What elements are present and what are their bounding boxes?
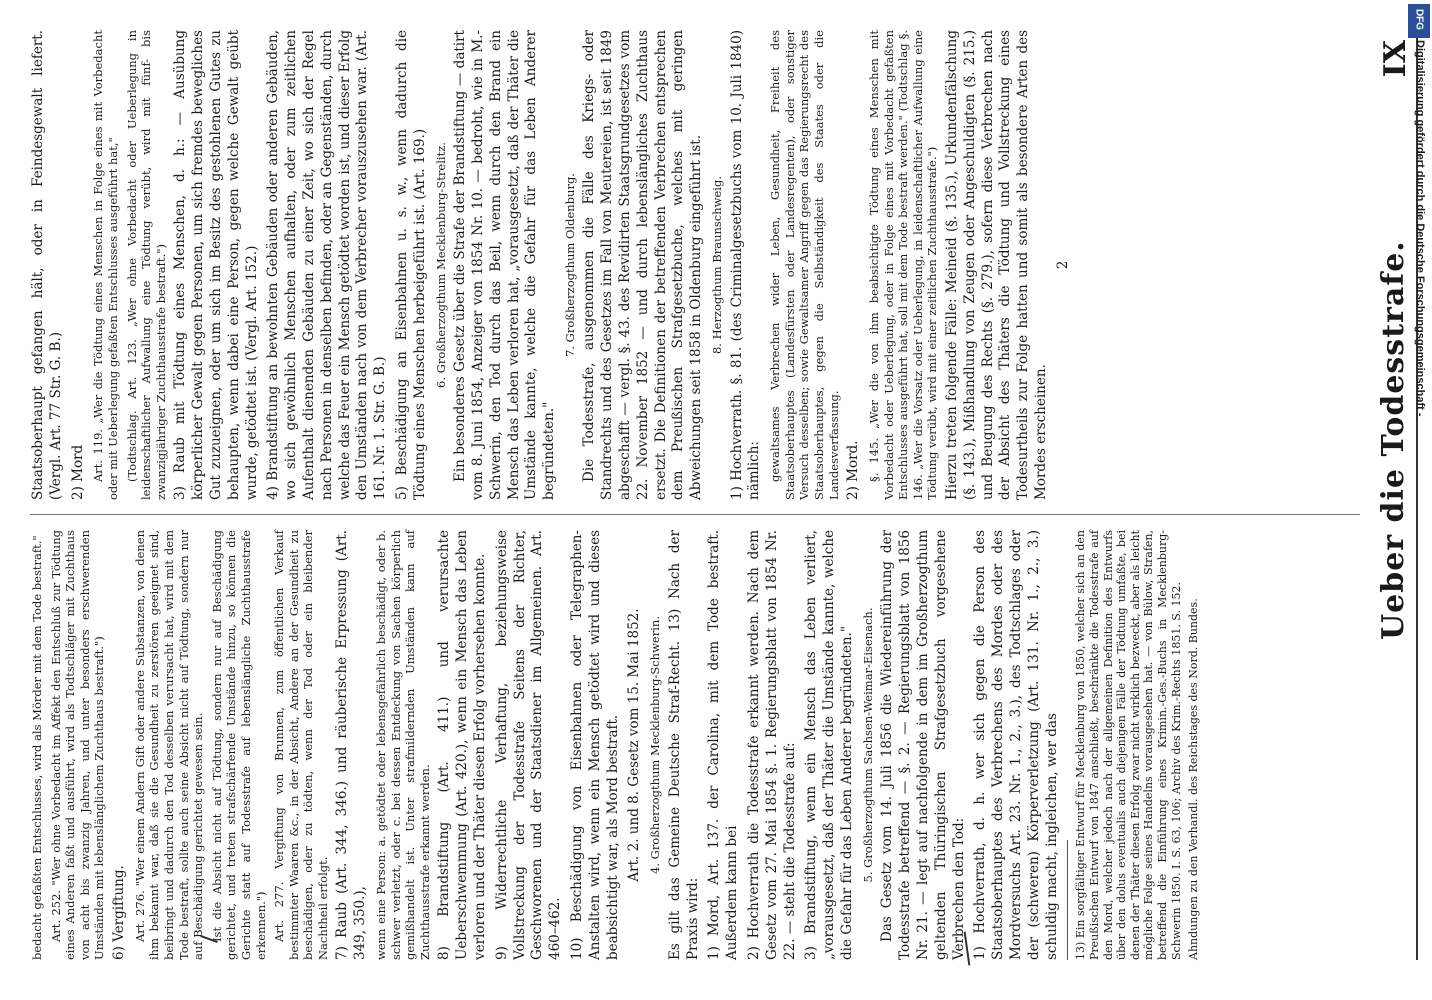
- signature-mark: 2: [1054, 260, 1071, 270]
- text-block: 5) Beschädigung an Eisenbahnen u. s. w., wenn dadurch die Tödtung eines Menschen herbeigeführt ist. (Art. 169.): [393, 30, 428, 500]
- column-divider: [30, 514, 1360, 515]
- page-title: Ueber die Todesstrafe.: [1376, 240, 1411, 640]
- text-block: Ist die Absicht nicht auf Tödtung, sondern nur auf Beschädigung gerichtet, und treten strafschärfende Umstände hinzu, so können die Gerichte statt auf Todesstrafe auf lebenslängliche Zuchthausstrafe erkennen."): [209, 530, 268, 960]
- text-block: Art. 277. Vergiftung von Brunnen, zum öffentlichen Verkauf bestimmter Waaren &c., in der Absicht, Andere an der Gesundheit zu beschädigen, oder zu tödten, wenn der Tod oder ein bleibender Nachtheil erfolgt.: [272, 530, 330, 960]
- subsection-heading: 7. Großherzogthum Oldenburg.: [562, 173, 577, 357]
- text-block: Art. 252. "Wer ohne Vorbedacht im Affekt den Entschluß zur Tödtung eines Anderen faßt und ausführt, wird als Todtschläger mit Zuchthaus von acht bis zwanzig Jahren, und unter besonders erschwerenden Umständen mit lebenslänglichem Zuchthaus bestraft."): [48, 530, 107, 960]
- text-block: 8) Brandstiftung (Art. 411.) und verursachte Ueberschwemmung (Art. 420.), wenn ein Mensch das Leben verloren und der Thäter diesen Erfolg vorhersehen konnte.: [436, 530, 489, 960]
- text-block: Ein besonderes Gesetz über die Strafe der Brandstiftung — datirt vom 8. Juni 1854, Anzeiger von 1854 Nr. 10. — bedroht, wie in M.-Schwerin, den Tod durch das Beil, wenn durch den Brand ein Mensch das Leben verloren hat, „vorausgesetzt, daß der Thäter die Umstände kannte, welche die Gefahr für das Leben Anderer begründeten.": [452, 30, 558, 500]
- text-block: Staatsoberhaupt gefangen hält, oder in Feindesgewalt liefert. (Vergl. Art. 77 Str. G. B.): [30, 30, 64, 500]
- footer-note: Ahndungen zu den Verhandl. des Reichstages des Nord. Bundes.: [1187, 598, 1201, 960]
- text-block: §. 145. „Wer die von ihm beabsichtigte Tödtung eines Menschen mit Vorbedacht oder Ueberlegung, oder in Folge eines mit Vorbedacht gefaßten Entschlusses ausgeführt hat, soll mit dem Tode bestraft werden." (Todtschlag §. 146. „Wer die Vorsatz oder Ueberlegung, in leidenschaftlicher Aufwallung eine Tödtung verübt, wird mit einer zeitlichen Zuchthausstrafe."): [867, 30, 940, 500]
- subsection-heading: 8. Herzogthum Braunschweig.: [710, 176, 725, 355]
- text-block: Art. 276. "Wer einem Andern Gift oder andere Substanzen, von denen ihm bekannt war, daß sie die Gesundheit zu zerstören geeignet sind, beibringt und dadurch den Tod desselben verursacht hat, wird mit dem Tode bestraft, sollte auch seine Absicht nicht auf Tödtung, sondern nur auf Beschädigung gerichtet gewesen sein.: [132, 530, 206, 960]
- footnote-rule: [1067, 840, 1068, 960]
- text-block: Art. 119. „Wer die Tödtung eines Menschen in Folge eines mit Vorbedacht oder mit Ueberlegung gefaßten Entschlusses ausgeführt hat,": [91, 30, 120, 500]
- text-block: bedacht gefaßten Entschlusses, wird als Mörder mit dem Tode bestraft.": [30, 535, 44, 960]
- text-block: Es gilt das Gemeine Deutsche Straf-Recht. 13) Nach der Praxis wird:: [666, 530, 701, 960]
- text-block: gewaltsames Verbrechen wider Leben, Gesundheit, Freiheit des Staatsoberhauptes (Landesfürsten oder Landesregenten), oder sonstiger Versuch desselben; sowie Gewaltsamer Angriff gegen das Regierungsrecht des Staatsoberhauptes, gegen die Selbständigkeit des Staates oder die Landesverfassung.: [768, 30, 841, 500]
- page-number: IX: [1378, 40, 1413, 78]
- text-block: 3) Brandstiftung, wenn ein Mensch das Leben verliert, „vorausgesetzt, daß der Thäter die Umstände kannte, welche die Gefahr für das Leben Anderer begründeten.": [803, 530, 855, 960]
- right-column: [30, 30, 1360, 500]
- section-heading: 2) Mord.: [845, 440, 862, 500]
- text-block: 1) Hochverrath, d. h. wer sich gegen die Person des Staatsoberhauptes des Verbrechens des Mordes oder des Mordversuchs Art. 23. Nr. 1., 2., 3.), des Todtschlages oder der (schweren) Körperverletzung (Art. 131. Nr. 1., 2., 3.) schuldig macht, ingleichen, wer das: [972, 530, 1060, 960]
- footnote: 13) Ein sorgfältiger Entwurf für Mecklenburg von 1850, welcher sich an den Preußischen Entwurf von 1847 anschließt, beschränkte die Todesstrafe auf den Mord, welcher jedoch nach der allgemeinen Definition des Entwurfs über den dolus eventualis auch diejenigen Fälle der Tödtung umfaßte, bei denen der Thäter diesen Erfolg zwar nicht wirklich bezweckt, aber als leicht mögliche Folge seines Handelns vorausgesehen hat. — von Bülow, Strafen, betreffend die Einführung eines Krimin.-Ges.-Buchs in Mecklenburg-Schwerin 1850. I. S. 63, 106; Archiv des Krim.-Rechts 1851. S. 152.: [1074, 530, 1183, 960]
- text-block: 2) Hochverrath die Todesstrafe erkannt werden. Nach dem Gesetz vom 27. Mai 1854 §. 1. Regierungsblatt von 1854 Nr. 22. — steht die Todesstrafe auf:: [746, 530, 798, 960]
- left-column: [30, 530, 1360, 960]
- text-block: 4) Brandstiftung an bewohnten Gebäuden oder anderen Gebäuden, wo sich gewöhnlich Menschen aufhalten, oder zum zeitlichen Aufenthalt dienenden Gebäuden zu einer Zeit, wo sich der Regel nach Personen in denselben befinden, oder an Gegenständen, durch welche das Feuer ein Mensch getödtet worden ist, und dieser Erfolg den Umständen nach von dem Verbrecher vorauszusehen war. (Art. 161. Nr. 1. Str. G. B.): [265, 30, 389, 500]
- text-block: Die Todesstrafe, ausgenommen die Fälle des Kriegs- oder Standrechts und des Gesetzes im Fall von Meutereien, ist seit 1849 abgeschafft — vergl. §. 43. des Revidirten Staatsgrundgesetzes vom 22. November 1852 — und durch lebenslängliches Zuchthaus ersetzt. Die Definitionen der betreffenden Verbrechen entsprechen dem Preußischen Strafgesetzbuche, welches mit geringen Abweichungen seit 1858 in Oldenburg eingeführt ist.: [581, 30, 705, 500]
- text-block: 1) Hochverrath. §. 81. (des Criminalgesetzbuchs vom 10. Juli 1840) nämlich:: [728, 30, 763, 500]
- subsection-heading: 6. Großherzogthum Mecklenburg-Strelitz.: [433, 142, 448, 388]
- text-block: Hierzu treten folgende Fälle: Meineid (§. 135.), Urkundenfälschung (§. 143.), Mißhandlung von Zeugen oder Angeschuldigten (§. 215.) und Beugung des Rechts (§. 279.), sofern diese Verbrechen nach der Absicht des Thäters die Tödtung und Vollstreckung eines Todesurtheils zur Folge hatten und somit als besondere Arten des Mordes erscheinen.: [943, 30, 1049, 500]
- text-block: 9) Widerrechtliche Verhaftung, beziehungsweise Vollstreckung der Todesstrafe Seitens der Richter, Geschworenen und der Staatsdiener im Allgemeinen. Art. 460–462.: [493, 530, 564, 960]
- text-block: Das Gesetz vom 14. Juli 1856 die Wiedereinführung der Todesstrafe betreffend — §. 2. — Regierungsblatt von 1856 Nr. 21. — legt auf nachfolgende in dem im Großherzogthum geltenden Thüringischen Strafgesetzbuch vorgesehene Verbrechen den Tod:: [879, 530, 967, 960]
- text-block: Art. 2. und 8. Gesetz vom 15. Mai 1852.: [626, 608, 643, 882]
- subsection-heading: 5. Großherzogthum Sachsen-Weimar-Eisenach.: [860, 607, 875, 883]
- text-block: 10) Beschädigung von Eisenbahnen oder Telegraphen-Anstalten wird, wenn ein Mensch getödtet wird und dieses beabsichtigt war, als Mord bestraft.: [569, 530, 621, 960]
- section-heading: 6) Vergiftung.: [110, 865, 127, 960]
- dfg-logo: [1408, 4, 1430, 38]
- digitization-credit: [1402, 40, 1428, 640]
- text-block: 1) Mord, Art. 137. der Carolina, mit dem Tode bestraft. Außerdem kann bei: [706, 530, 741, 960]
- dfg-logo-text: DFG: [1413, 8, 1425, 31]
- subsection-heading: 4. Großherzogthum Mecklenburg-Schwerin.: [648, 616, 663, 874]
- text-block: (Todtschlag. Art. 123. „Wer ohne Vorbedacht oder Ueberlegung in leidenschaftlicher Aufwallung eine Tödtung verübt, wird mit fünf- bis zwanzigjähriger Zuchthausstrafe bestraft."): [124, 30, 168, 500]
- section-heading: 2) Mord: [69, 444, 86, 500]
- text-block: 3) Raub mit Tödtung eines Menschen, d. h.: — Ausübung körperlicher Gewalt gegen Personen, um sich fremdes bewegliches Gut zuzueignen, oder um sich im Besitz des gestohlenen Gutes zu behaupten, wenn dabei eine Person, gegen welche Gewalt geübt wurde, getödtet ist. (Vergl. Art. 152.): [172, 30, 260, 500]
- text-block: wenn eine Person: a. getödtet oder lebensgefährlich beschädigt, oder b. schwer verletzt, oder c. bei dessen Entdeckung von Sachen körperlich gemißhandelt ist. Unter strafmildernden Umständen kann auf Zuchthausstrafe erkannt werden.: [374, 530, 432, 960]
- section-heading: 7) Raub (Art. 344, 346.) und räuberische Erpressung (Art. 349, 350.),: [334, 530, 369, 960]
- credit-text: Digitalisierung gefördert durch die Deutsche Forschungsgemeinschaft -: [1414, 40, 1426, 417]
